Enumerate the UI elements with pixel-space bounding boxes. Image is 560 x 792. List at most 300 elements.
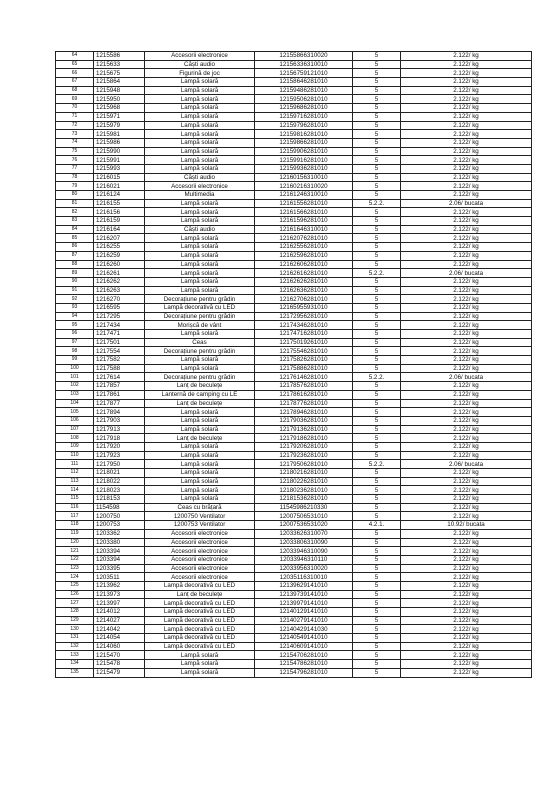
row-number-cell: 111: [56, 460, 94, 469]
ean-code-cell: 12162626281010: [255, 277, 353, 286]
product-name-cell: Lampă solară: [145, 95, 255, 104]
classification-cell: 5.2.2.: [353, 199, 401, 208]
ean-code-cell: 12180216281010: [255, 469, 353, 478]
product-code-cell: 1217877: [94, 399, 145, 408]
ean-code-cell: 12155866310020: [255, 52, 353, 61]
price-rate-cell: 2.122/ kg: [401, 86, 532, 95]
product-code-cell: 1203394: [94, 555, 145, 564]
price-rate-cell: 2.122/ kg: [401, 390, 532, 399]
row-number-cell: 87: [56, 251, 94, 260]
row-number-cell: 95: [56, 321, 94, 330]
row-number-cell: 82: [56, 208, 94, 217]
product-name-cell: Căști audio: [145, 60, 255, 69]
product-name-cell: Ceas cu brățară: [145, 503, 255, 512]
classification-cell: 5: [353, 434, 401, 443]
product-code-cell: 1215991: [94, 156, 145, 165]
price-rate-cell: 2.122/ kg: [401, 634, 532, 643]
classification-cell: 5: [353, 642, 401, 651]
product-code-cell: 1217913: [94, 425, 145, 434]
classification-cell: 5: [353, 538, 401, 547]
price-rate-cell: 2.122/ kg: [401, 651, 532, 660]
price-rate-cell: 2.122/ kg: [401, 599, 532, 608]
ean-code-cell: 12162706281010: [255, 295, 353, 304]
table-row: [56, 312, 532, 321]
table-row: [56, 269, 532, 278]
row-number-cell: 101: [56, 373, 94, 382]
product-code-cell: 1200753: [94, 521, 145, 530]
table-row: [56, 599, 532, 608]
price-rate-cell: 2.122/ kg: [401, 495, 532, 504]
table-row: [56, 477, 532, 486]
ean-code-cell: 12161246310010: [255, 191, 353, 200]
price-rate-cell: 2.122/ kg: [401, 668, 532, 677]
classification-cell: 5: [353, 243, 401, 252]
table-row: [56, 217, 532, 226]
price-rate-cell: 2.06/ bucata: [401, 269, 532, 278]
ean-code-cell: 12161556281010: [255, 199, 353, 208]
product-code-cell: 1215675: [94, 69, 145, 78]
price-rate-cell: 2.122/ kg: [401, 60, 532, 69]
price-rate-cell: 2.122/ kg: [401, 442, 532, 451]
product-name-cell: Lampă solară: [145, 147, 255, 156]
classification-cell: 5: [353, 590, 401, 599]
product-code-cell: 1214054: [94, 634, 145, 643]
classification-cell: 5: [353, 634, 401, 643]
table-row: [56, 225, 532, 234]
row-number-cell: 117: [56, 512, 94, 521]
price-rate-cell: 2.122/ kg: [401, 52, 532, 61]
product-code-cell: 1218021: [94, 469, 145, 478]
price-rate-cell: 2.122/ kg: [401, 425, 532, 434]
product-name-cell: Lampă solară: [145, 217, 255, 226]
ean-code-cell: 12162616281010: [255, 269, 353, 278]
table-row: [56, 529, 532, 538]
price-rate-cell: 2.122/ kg: [401, 364, 532, 373]
product-code-cell: 1216261: [94, 269, 145, 278]
price-rate-cell: 2.122/ kg: [401, 243, 532, 252]
product-code-cell: 1215948: [94, 86, 145, 95]
row-number-cell: 121: [56, 547, 94, 556]
table-row: [56, 616, 532, 625]
price-rate-cell: 2.122/ kg: [401, 469, 532, 478]
price-rate-cell: 2.122/ kg: [401, 503, 532, 512]
product-code-cell: 1213962: [94, 581, 145, 590]
table-row: [56, 373, 532, 382]
classification-cell: 5: [353, 260, 401, 269]
price-rate-cell: 2.122/ kg: [401, 625, 532, 634]
table-row: [56, 512, 532, 521]
row-number-cell: 103: [56, 390, 94, 399]
ean-code-cell: 12159686281010: [255, 104, 353, 113]
table-row: [56, 590, 532, 599]
product-name-cell: Lampă decorativă cu LED: [145, 581, 255, 590]
product-name-cell: Decorațiune pentru grădin: [145, 347, 255, 356]
product-name-cell: Lampă solară: [145, 277, 255, 286]
table-row: [56, 347, 532, 356]
row-number-cell: 104: [56, 399, 94, 408]
table-row: [56, 164, 532, 173]
product-code-cell: 1215478: [94, 660, 145, 669]
table-row: [56, 434, 532, 443]
classification-cell: 5: [353, 164, 401, 173]
ean-code-cell: 12159916281010: [255, 156, 353, 165]
row-number-cell: 89: [56, 269, 94, 278]
table-row: [56, 564, 532, 573]
ean-code-cell: 12178946281010: [255, 408, 353, 417]
product-code-cell: 1216159: [94, 217, 145, 226]
product-code-cell: 1214027: [94, 616, 145, 625]
product-name-cell: Morișcă de vânt: [145, 321, 255, 330]
price-rate-cell: 2.06/ bucata: [401, 460, 532, 469]
product-name-cell: Lampă solară: [145, 156, 255, 165]
classification-cell: 5: [353, 69, 401, 78]
ean-code-cell: 12156336310010: [255, 60, 353, 69]
classification-cell: 5: [353, 86, 401, 95]
classification-cell: 5: [353, 512, 401, 521]
table-row: [56, 303, 532, 312]
ean-code-cell: 12158646281010: [255, 78, 353, 87]
product-code-cell: 1215633: [94, 60, 145, 69]
row-number-cell: 80: [56, 191, 94, 200]
row-number-cell: 109: [56, 442, 94, 451]
price-rate-cell: 2.122/ kg: [401, 347, 532, 356]
product-name-cell: Căști audio: [145, 225, 255, 234]
price-rate-cell: 2.122/ kg: [401, 529, 532, 538]
classification-cell: 5: [353, 60, 401, 69]
price-rate-cell: 2.122/ kg: [401, 286, 532, 295]
ean-code-cell: 12140279141010: [255, 616, 353, 625]
price-rate-cell: 2.06/ bucata: [401, 199, 532, 208]
product-name-cell: Lampă decorativă cu LED: [145, 625, 255, 634]
price-rate-cell: 2.122/ kg: [401, 225, 532, 234]
product-code-cell: 1217471: [94, 330, 145, 339]
price-rate-cell: 2.122/ kg: [401, 564, 532, 573]
price-rate-cell: 2.122/ kg: [401, 330, 532, 339]
price-rate-cell: 2.122/ kg: [401, 416, 532, 425]
row-number-cell: 65: [56, 60, 94, 69]
classification-cell: 5: [353, 529, 401, 538]
table-row: [56, 147, 532, 156]
product-code-cell: 1215864: [94, 78, 145, 87]
product-name-cell: Accesorii electronice: [145, 564, 255, 573]
product-name-cell: Figurină de joc: [145, 69, 255, 78]
price-rate-cell: 2.122/ kg: [401, 191, 532, 200]
ean-code-cell: 12160156310010: [255, 173, 353, 182]
price-rate-cell: 2.122/ kg: [401, 69, 532, 78]
classification-cell: 5: [353, 408, 401, 417]
row-number-cell: 125: [56, 581, 94, 590]
row-number-cell: 71: [56, 112, 94, 121]
product-code-cell: 1218153: [94, 495, 145, 504]
product-name-cell: Lampă solară: [145, 460, 255, 469]
ean-code-cell: 12176146281010: [255, 373, 353, 382]
product-name-cell: Lampă solară: [145, 286, 255, 295]
price-rate-cell: 2.122/ kg: [401, 486, 532, 495]
product-name-cell: Lampă solară: [145, 243, 255, 252]
ean-code-cell: 12159906281010: [255, 147, 353, 156]
row-number-cell: 131: [56, 634, 94, 643]
classification-cell: 5: [353, 286, 401, 295]
classification-cell: 5: [353, 425, 401, 434]
product-name-cell: Lampă decorativă cu LED: [145, 616, 255, 625]
product-code-cell: 1203511: [94, 573, 145, 582]
product-name-cell: Lanț de beculețe: [145, 399, 255, 408]
classification-cell: 5: [353, 321, 401, 330]
product-name-cell: Lampă decorativă cu LED: [145, 599, 255, 608]
product-name-cell: Lampă solară: [145, 260, 255, 269]
classification-cell: 5: [353, 95, 401, 104]
table-row: [56, 642, 532, 651]
product-code-cell: 1214042: [94, 625, 145, 634]
ean-code-cell: 12179506281010: [255, 460, 353, 469]
classification-cell: 5: [353, 555, 401, 564]
price-rate-cell: 2.122/ kg: [401, 616, 532, 625]
ean-code-cell: 12159486281010: [255, 86, 353, 95]
product-name-cell: Lampă decorativă cu LED: [145, 303, 255, 312]
product-code-cell: 1215586: [94, 52, 145, 61]
ean-code-cell: 12179186281010: [255, 434, 353, 443]
ean-code-cell: 12179236281010: [255, 451, 353, 460]
product-name-cell: Lampă solară: [145, 104, 255, 113]
table-body: [56, 52, 532, 678]
classification-cell: 5: [353, 660, 401, 669]
classification-cell: 5: [353, 217, 401, 226]
row-number-cell: 134: [56, 660, 94, 669]
product-code-cell: 1213973: [94, 590, 145, 599]
classification-cell: 5: [353, 173, 401, 182]
product-name-cell: Lampă solară: [145, 356, 255, 365]
price-rate-cell: 2.122/ kg: [401, 112, 532, 121]
product-name-cell: Accesorii electronice: [145, 547, 255, 556]
row-number-cell: 68: [56, 86, 94, 95]
ean-code-cell: 12139739141010: [255, 590, 353, 599]
ean-code-cell: 12165955931010: [255, 303, 353, 312]
price-rate-cell: 2.122/ kg: [401, 660, 532, 669]
row-number-cell: 120: [56, 538, 94, 547]
classification-cell: 5: [353, 399, 401, 408]
ean-code-cell: 12007536531020: [255, 521, 353, 530]
product-name-cell: Lampă solară: [145, 86, 255, 95]
table-row: [56, 86, 532, 95]
row-number-cell: 96: [56, 330, 94, 339]
ean-code-cell: 12172956281010: [255, 312, 353, 321]
table-row: [56, 112, 532, 121]
price-rate-cell: 2.122/ kg: [401, 573, 532, 582]
row-number-cell: 97: [56, 338, 94, 347]
product-code-cell: 1215986: [94, 138, 145, 147]
product-name-cell: 1200750 Ventilator: [145, 512, 255, 521]
product-name-cell: 1200753 Ventilator: [145, 521, 255, 530]
product-code-cell: 1214012: [94, 608, 145, 617]
product-code-cell: 1217501: [94, 338, 145, 347]
row-number-cell: 115: [56, 495, 94, 504]
ean-code-cell: 12035116310010: [255, 573, 353, 582]
product-code-cell: 1215971: [94, 112, 145, 121]
product-name-cell: Accesorii electronice: [145, 52, 255, 61]
price-rate-cell: 2.122/ kg: [401, 451, 532, 460]
row-number-cell: 83: [56, 217, 94, 226]
row-number-cell: 74: [56, 138, 94, 147]
classification-cell: 4.2.1.: [353, 521, 401, 530]
product-name-cell: Decorațiune pentru grădin: [145, 295, 255, 304]
product-name-cell: Lanț de beculețe: [145, 382, 255, 391]
product-name-cell: Lampă solară: [145, 495, 255, 504]
price-rate-cell: 2.122/ kg: [401, 399, 532, 408]
row-number-cell: 133: [56, 651, 94, 660]
classification-cell: 5: [353, 581, 401, 590]
product-name-cell: Lampă solară: [145, 477, 255, 486]
ean-code-cell: 12159716281010: [255, 112, 353, 121]
row-number-cell: 73: [56, 130, 94, 139]
table-row: [56, 321, 532, 330]
table-row: [56, 573, 532, 582]
product-code-cell: 1215993: [94, 164, 145, 173]
table-row: [56, 69, 532, 78]
classification-cell: 5: [353, 547, 401, 556]
classification-cell: 5: [353, 191, 401, 200]
table-row: [56, 251, 532, 260]
row-number-cell: 100: [56, 364, 94, 373]
classification-cell: 5: [353, 130, 401, 139]
table-row: [56, 52, 532, 61]
table-row: [56, 442, 532, 451]
table-row: [56, 138, 532, 147]
product-name-cell: Accesorii electronice: [145, 538, 255, 547]
product-name-cell: Lampă solară: [145, 234, 255, 243]
ean-code-cell: 12139979141010: [255, 599, 353, 608]
product-code-cell: 1218022: [94, 477, 145, 486]
classification-cell: 5: [353, 156, 401, 165]
product-code-cell: 1216255: [94, 243, 145, 252]
row-number-cell: 129: [56, 616, 94, 625]
row-number-cell: 127: [56, 599, 94, 608]
row-number-cell: 94: [56, 312, 94, 321]
classification-cell: 5: [353, 104, 401, 113]
row-number-cell: 106: [56, 416, 94, 425]
table-row: [56, 104, 532, 113]
price-rate-cell: 2.122/ kg: [401, 555, 532, 564]
product-name-cell: Multimedia: [145, 191, 255, 200]
price-rate-cell: 2.122/ kg: [401, 547, 532, 556]
table-row: [56, 191, 532, 200]
product-name-cell: Lampă solară: [145, 251, 255, 260]
ean-code-cell: 12139629141010: [255, 581, 353, 590]
product-code-cell: 1200750: [94, 512, 145, 521]
product-code-cell: 1217434: [94, 321, 145, 330]
row-number-cell: 113: [56, 477, 94, 486]
price-rate-cell: 2.122/ kg: [401, 382, 532, 391]
classification-cell: 5: [353, 330, 401, 339]
table-row: [56, 495, 532, 504]
classification-cell: 5: [353, 356, 401, 365]
product-code-cell: 1217903: [94, 416, 145, 425]
classification-cell: 5: [353, 208, 401, 217]
table-row: [56, 547, 532, 556]
row-number-cell: 110: [56, 451, 94, 460]
product-name-cell: Lampă solară: [145, 469, 255, 478]
price-rate-cell: 2.122/ kg: [401, 303, 532, 312]
row-number-cell: 64: [56, 52, 94, 61]
price-rate-cell: 2.122/ kg: [401, 321, 532, 330]
classification-cell: 5: [353, 347, 401, 356]
row-number-cell: 86: [56, 243, 94, 252]
ean-code-cell: 12033956310020: [255, 564, 353, 573]
ean-code-cell: 12140609141010: [255, 642, 353, 651]
classification-cell: 5: [353, 503, 401, 512]
table-row: [56, 416, 532, 425]
classification-cell: 5: [353, 608, 401, 617]
price-rate-cell: 2.122/ kg: [401, 130, 532, 139]
row-number-cell: 76: [56, 156, 94, 165]
product-name-cell: Lampă solară: [145, 269, 255, 278]
ean-code-cell: 12159936281010: [255, 164, 353, 173]
product-name-cell: Accesorii electronice: [145, 555, 255, 564]
product-code-cell: 1215981: [94, 130, 145, 139]
product-name-cell: Lampă solară: [145, 121, 255, 130]
price-rate-cell: 2.122/ kg: [401, 78, 532, 87]
product-name-cell: Accesorii electronice: [145, 182, 255, 191]
ean-code-cell: 12154786281010: [255, 660, 353, 669]
price-rate-cell: 2.122/ kg: [401, 295, 532, 304]
price-rate-cell: 2.122/ kg: [401, 434, 532, 443]
classification-cell: 5: [353, 295, 401, 304]
product-name-cell: Accesorii electronice: [145, 573, 255, 582]
table-row: [56, 130, 532, 139]
ean-code-cell: 12178576281010: [255, 382, 353, 391]
price-rate-cell: 2.122/ kg: [401, 234, 532, 243]
classification-cell: 5: [353, 277, 401, 286]
classification-cell: 5: [353, 495, 401, 504]
price-rate-cell: 2.122/ kg: [401, 312, 532, 321]
table-row: [56, 78, 532, 87]
price-rate-cell: 2.122/ kg: [401, 277, 532, 286]
classification-cell: 5: [353, 147, 401, 156]
ean-code-cell: 12162076281010: [255, 234, 353, 243]
table-row: [56, 651, 532, 660]
product-code-cell: 1217894: [94, 408, 145, 417]
price-rate-cell: 2.122/ kg: [401, 408, 532, 417]
product-code-cell: 1216124: [94, 191, 145, 200]
product-code-cell: 1216156: [94, 208, 145, 217]
product-table: [55, 51, 532, 678]
product-code-cell: 1215968: [94, 104, 145, 113]
ean-code-cell: 12160216310020: [255, 182, 353, 191]
product-code-cell: 1213997: [94, 599, 145, 608]
product-code-cell: 1217295: [94, 312, 145, 321]
ean-code-cell: 12162556281010: [255, 243, 353, 252]
product-name-cell: Lampă solară: [145, 442, 255, 451]
price-rate-cell: 2.06/ bucata: [401, 373, 532, 382]
ean-code-cell: 12159506281010: [255, 95, 353, 104]
ean-code-cell: 12033626310070: [255, 529, 353, 538]
classification-cell: 5: [353, 52, 401, 61]
product-name-cell: Lampă solară: [145, 130, 255, 139]
ean-code-cell: 12159796281010: [255, 121, 353, 130]
classification-cell: 5.2.2.: [353, 460, 401, 469]
product-name-cell: Accesorii electronice: [145, 529, 255, 538]
price-rate-cell: 2.122/ kg: [401, 338, 532, 347]
classification-cell: 5: [353, 251, 401, 260]
row-number-cell: 105: [56, 408, 94, 417]
row-number-cell: 132: [56, 642, 94, 651]
row-number-cell: 98: [56, 347, 94, 356]
table-row: [56, 460, 532, 469]
ean-code-cell: 12179206281010: [255, 442, 353, 451]
row-number-cell: 128: [56, 608, 94, 617]
product-name-cell: Lampă decorativă cu LED: [145, 634, 255, 643]
product-code-cell: 1203380: [94, 538, 145, 547]
product-code-cell: 1216270: [94, 295, 145, 304]
